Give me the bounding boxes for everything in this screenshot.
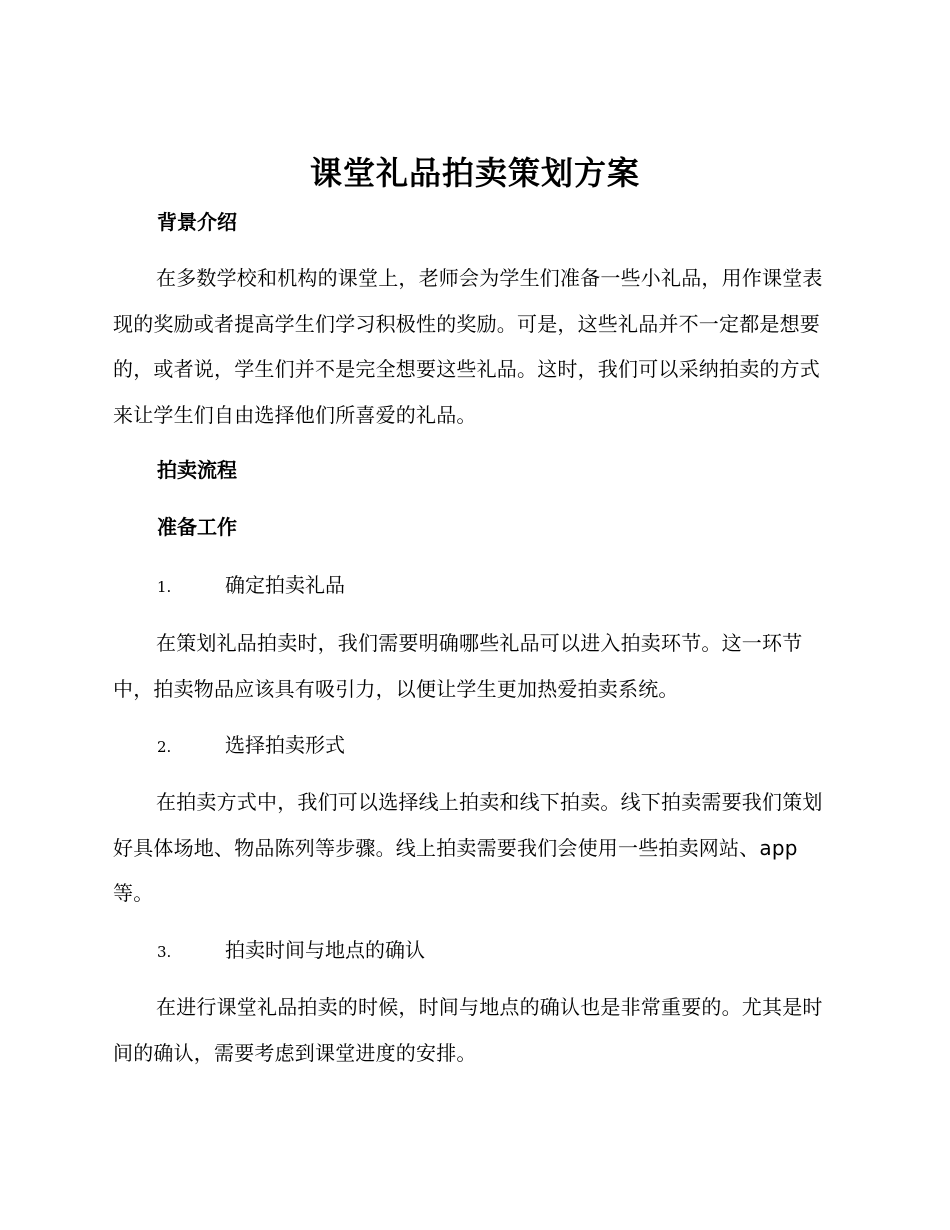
- subheading-preparation: 准备工作: [157, 515, 237, 539]
- paragraph-background: 在多数学校和机构的课堂上，老师会为学生们准备一些小礼品，用作课堂表现的奖励或者提高学生们学习积极性的奖励。可是，这些礼品并不一定都是想要的，或者说，学生们并不是完全想要这些礼品。这时，我们可以采纳拍卖的方式来让学生们自由选择他们所喜爱的礼品。: [113, 266, 823, 427]
- paragraph-item-3: 在进行课堂礼品拍卖的时候，时间与地点的确认也是非常重要的。尤其是时间的确认，需要考虑到课堂进度的安排。: [113, 995, 823, 1065]
- document-title: 课堂礼品拍卖策划方案: [309, 154, 640, 192]
- list-item-number: 1.: [157, 578, 172, 596]
- heading-process: 拍卖流程: [157, 458, 237, 482]
- list-item-1: [157, 570, 345, 602]
- paragraph-item-2: 在拍卖方式中，我们可以选择线上拍卖和线下拍卖。线下拍卖需要我们策划好具体场地、物品陈列等步骤。线上拍卖需要我们会使用一些拍卖网站、app 等。: [113, 790, 823, 905]
- paragraph-item-1: 在策划礼品拍卖时，我们需要明确哪些礼品可以进入拍卖环节。这一环节中，拍卖物品应该具有吸引力，以便让学生更加热爱拍卖系统。: [113, 631, 803, 701]
- list-item-3: [157, 935, 425, 967]
- list-item-label: 确定拍卖礼品: [225, 573, 345, 597]
- list-item-number: 3.: [157, 943, 172, 961]
- list-item-label: 选择拍卖形式: [225, 733, 345, 757]
- list-item-label: 拍卖时间与地点的确认: [225, 938, 425, 962]
- list-item-number: 2.: [157, 738, 172, 756]
- list-item-2: [157, 730, 345, 762]
- heading-background: 背景介绍: [157, 210, 237, 234]
